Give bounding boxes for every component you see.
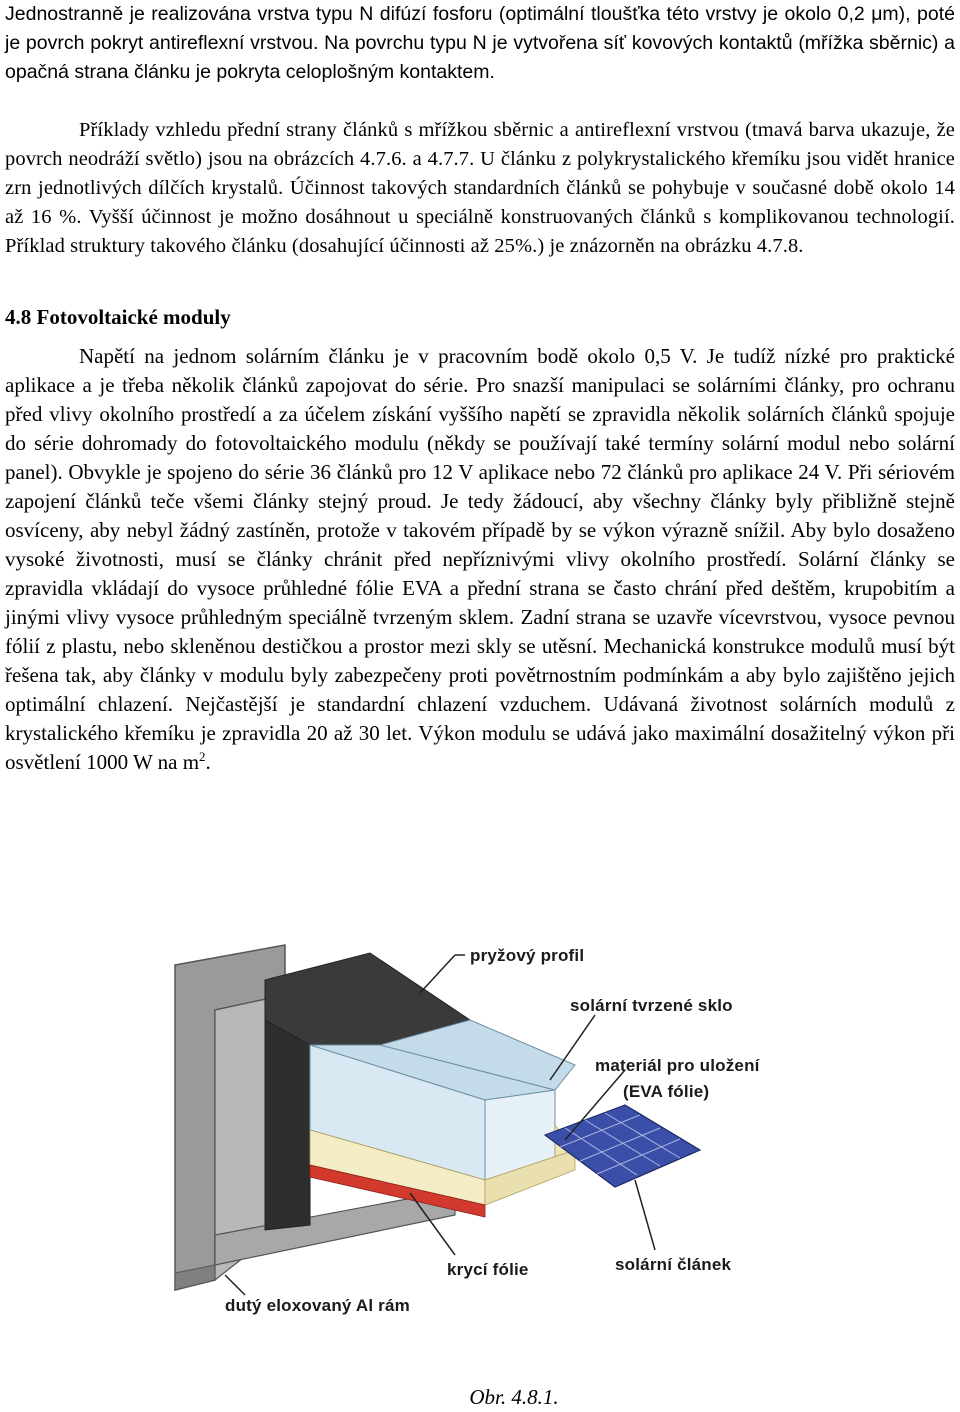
label-eva-line1: materiál pro uložení bbox=[595, 1056, 760, 1075]
label-glass: solární tvrzené sklo bbox=[570, 996, 733, 1015]
solar-cell bbox=[545, 1105, 700, 1187]
paragraph-modules-end: . bbox=[205, 750, 211, 774]
section-heading: 4.8 Fotovoltaické moduly bbox=[5, 305, 231, 329]
label-cover-foil: krycí fólie bbox=[447, 1260, 529, 1279]
paragraph-cell-examples: Příklady vzhledu přední strany článků s mřížkou sběrnic a antireflexní vrstvou (tmavá barva ukazuje, že povrch neodráží světlo) jsou na obrázcích 4.7.6. a 4.7.7. U článku z polykrystalického křemíku jsou vidět hranice zrn jednotlivých dílčích krystalů. Účinnost takových standardních článků se pohybuje v současné době okolo 14 až 16 %. Vyšší účinnost je možno dosáhnout u speciálně konstruovaných článků s komplikovanou technologií. Příklad struktury takového článku (dosahující účinnosti až 25%.) je znázorněn na obrázku 4.7.8. bbox=[5, 119, 955, 257]
label-solar-cell: solární článek bbox=[615, 1255, 732, 1274]
paragraph-intro: Jednostranně je realizována vrstva typu N difúzí fosforu (optimální tloušťka této vrstvy je okolo 0,2 μm), poté je povrch pokryt antireflexní vrstvou. Na povrchu typu N je vytvořena síť kovových kontaktů (mřížka sběrnic) a opačná strana článku je pokryta celoplošným kontaktem. bbox=[5, 3, 955, 83]
module-cross-section-figure bbox=[155, 925, 805, 1325]
label-eva-line2: (EVA fólie) bbox=[623, 1082, 710, 1101]
paragraph-modules bbox=[5, 342, 955, 777]
superscript: 2 bbox=[199, 749, 206, 764]
figure-caption: Obr. 4.8.1. bbox=[469, 1385, 559, 1409]
label-frame: dutý eloxovaný Al rám bbox=[225, 1296, 410, 1315]
label-rubber-profile: pryžový profil bbox=[470, 946, 585, 965]
paragraph-modules-text: Napětí na jednom solárním článku je v pracovním bodě okolo 0,5 V. Je tudíž nízké pro praktické aplikace a je třeba několik článků zapojovat do série. Pro snazší manipulaci se solárními články, pro ochranu před vlivy okolního prostředí a za účelem získání vyššího napětí se zpravidla několik solárních článků spojuje do série dohromady do fotovoltaického modulu (někdy se používají také termíny solární modul nebo solární panel). Obvykle je spojeno do série 36 článků pro 12 V aplikace nebo 72 článků pro aplikace 24 V. Při sériovém zapojení článků teče všemi články stejný proud. Je tedy žádoucí, aby všechny články byly přibližně stejně osvíceny, aby nebyl žádný zastíněn, protože v takovém případě by se výkon výrazně snížil. Aby bylo dosaženo vysoké životnosti, musí se články chránit před nepříznivými vlivy okolního prostředí. Solární články se zpravidla vkládají do vysoce průhledné fólie EVA a přední strana se často chrání před deštěm, krupobitím a jinými vlivy vysoce průhledným speciálně tvrzeným sklem. Zadní strana se uzavře vícevrstvou, vysoce pevnou fólií z plastu, nebo skleněnou destičkou a prostor mezi skly se utěsní. Mechanická konstrukce modulů musí být řešena tak, aby články v modulu byly zabezpečeny proti povětrnostním podmínkám a aby bylo zajištěno jejich optimální chlazení. Nejčastější je standardní chlazení vzduchem. Udávaná životnost solárních modulů z krystalického křemíku je zpravidla 20 až 30 let. Výkon modulu se udává jako maximální dosažitelný výkon při osvětlení 1000 W na m bbox=[5, 344, 955, 774]
